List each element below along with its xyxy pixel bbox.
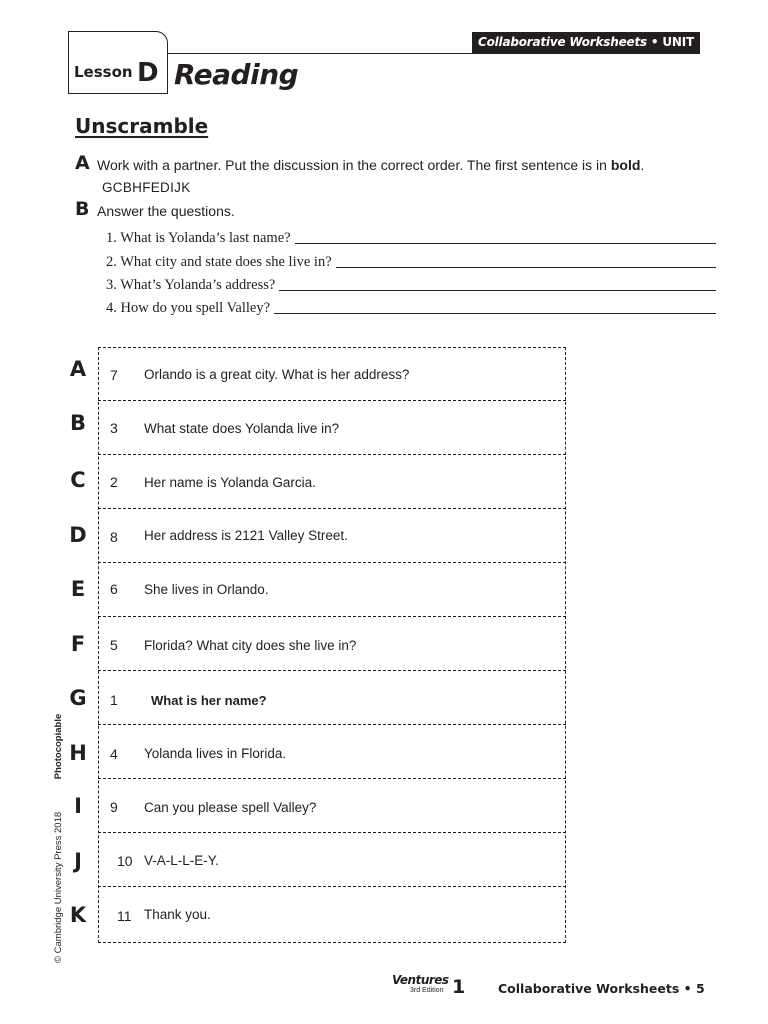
ventures-logo: Ventures [392,973,449,987]
strip-letter: D [69,523,87,547]
strip-sentence: Orlando is a great city. What is her address? [144,367,410,382]
question-text: 4. How do you spell Valley? [106,300,271,316]
strip-sentence: V-A-L-L-E-Y. [144,853,219,868]
lesson-letter: D [137,58,159,88]
cut-line [98,670,566,671]
strip-letter: J [74,849,82,873]
instruction-b-letter: B [75,198,90,220]
strip-number: 1 [110,692,118,708]
cut-line [98,562,566,563]
question-text: 3. What’s Yolanda’s address? [106,277,276,293]
strip-number: 2 [110,474,118,490]
cut-line [98,778,566,779]
cut-line [98,724,566,725]
unit-tab: Collaborative Worksheets • UNIT 1 [472,32,700,53]
strip-sentence-first: What is her name? [151,693,267,708]
strip-letter: K [69,903,87,927]
instruction-b-text: Answer the questions. [97,203,235,219]
strip-sentence: Florida? What city does she live in? [144,638,357,653]
footer-page: Collaborative Worksheets • 5 [498,981,705,996]
header-rule [168,53,700,54]
strip-number: 5 [110,637,118,653]
strip-sentence: She lives in Orlando. [144,582,269,597]
question-row [106,229,716,247]
strip-number: 6 [110,581,118,597]
strip-number: 3 [110,420,118,436]
strip-sentence: Yolanda lives in Florida. [144,746,287,761]
strip-sentence: Her name is Yolanda Garcia. [144,475,316,490]
edition-text: 3rd Edition [410,987,444,994]
cut-line [98,616,566,617]
instruction-a-bold: bold [610,157,641,173]
photocopiable-text: Photocopiable [53,713,64,780]
instruction-a-text-end: . [640,157,645,173]
cut-line [98,400,566,401]
cut-line [98,886,566,887]
order-code: GCBHFEDIJK [102,180,191,195]
cut-line [98,832,566,833]
answer-line[interactable] [295,243,716,244]
instruction-a-text-part: Work with a partner. Put the discussion in the correct order. The first sentence is in [97,157,611,173]
instruction-a-letter: A [75,152,90,174]
section-title: Unscramble [75,114,209,138]
answer-line[interactable] [336,267,716,268]
strip-letter: B [69,411,86,435]
strip-letter: A [69,357,87,381]
question-row [106,299,716,317]
strip-number: 11 [117,908,132,924]
instruction-a-text [97,157,644,173]
cut-line [98,454,566,455]
strip-number: 8 [110,529,118,545]
strip-letter: C [70,468,86,492]
strip-number: 9 [110,799,118,815]
strip-sentence: Her address is 2121 Valley Street. [144,528,348,543]
strip-sentence: What state does Yolanda live in? [144,421,340,436]
question-text: 1. What is Yolanda’s last name? [106,230,291,246]
strip-letter: F [70,632,86,656]
level-number: 1 [452,976,466,998]
strip-letter: H [69,741,87,765]
question-row [106,253,716,271]
strip-number: 4 [110,746,118,762]
lesson-word: Lesson [74,63,133,81]
strip-number: 7 [110,367,118,383]
answer-line[interactable] [274,313,716,314]
strip-letter: G [69,686,87,710]
cut-line [98,508,566,509]
side-credit [53,714,64,963]
strip-letter: E [70,577,86,601]
unit-tab-series: Collaborative Worksheets [477,35,647,49]
strip-sentence: Can you please spell Valley? [144,800,317,815]
strip-sentence: Thank you. [144,907,211,922]
unit-tab-unit: UNIT 1 [581,35,695,70]
strip-letter: I [74,794,82,818]
lesson-title: Reading [174,58,299,91]
copyright-text: © Cambridge University Press 2018 [53,811,64,963]
question-row [106,276,716,294]
question-text: 2. What city and state does she live in? [106,254,332,270]
strip-number: 10 [117,853,133,869]
answer-line[interactable] [279,290,716,291]
